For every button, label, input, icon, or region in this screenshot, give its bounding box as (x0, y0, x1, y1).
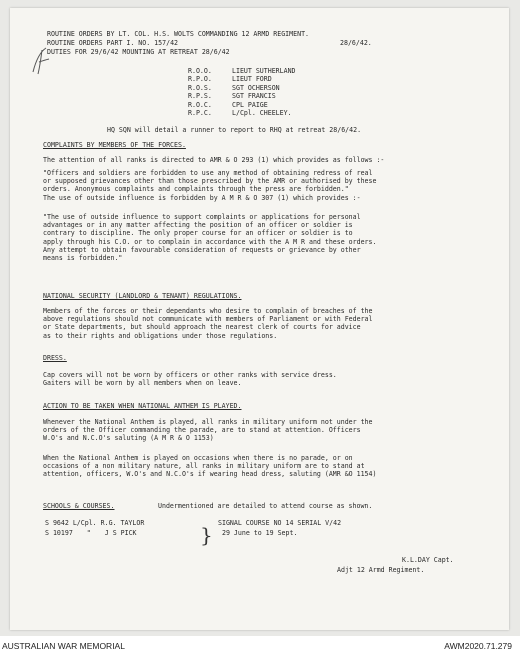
course-attendee (45, 519, 144, 527)
archive-name: AUSTRALIAN WAR MEMORIAL (2, 641, 125, 651)
text-line: Cap covers will not be worn by officers or other ranks with service dress. (43, 371, 337, 379)
duty-name: SGT OCHERSON (232, 83, 280, 92)
header-date: 28/6/42. (340, 39, 372, 47)
duty-code: R.O.C. (188, 100, 212, 109)
text-line: above regulations should not communicate with members of Parliament or with Federal (43, 315, 373, 324)
duty-row (188, 101, 296, 109)
text-line: apply through his C.O. or to complain in accordance with the A M R and these orders. (43, 237, 377, 246)
anthem-body-1 (43, 418, 483, 443)
complaints-intro: The attention of all ranks is directed to AMR & O 293 (1) which provides as follows :- (43, 156, 385, 164)
document-page (10, 8, 509, 630)
text-line: means is forbidden." (43, 254, 123, 263)
dress-body (43, 371, 483, 387)
runner-note: HQ SQN will detail a runner to report to RHQ at retreat 28/6/42. (107, 126, 362, 134)
text-line: attention, officers, W.O's and N.C.O's if wearing head dress, saluting (AMR &O 1154) (43, 470, 377, 479)
duty-code: R.O.O. (188, 67, 212, 75)
duty-row (188, 84, 296, 92)
heading-complaints: COMPLAINTS BY MEMBERS OF THE FORCES. (43, 141, 186, 149)
schools-intro: Undermentioned are detailed to attend course as shown. (158, 502, 373, 510)
text-line: contrary to discipline. The only proper course for an officer or soldier is to (43, 229, 353, 238)
course-name: SIGNAL COURSE NO 14 SERIAL V/42 (218, 519, 342, 527)
heading-schools: SCHOOLS & COURSES. (43, 502, 115, 510)
text-line: Gaiters will be worn by all members when on leave. (43, 379, 242, 388)
duty-code: R.P.C. (188, 108, 212, 117)
text-line: The use of outside influence is forbidden by A M R & O 307 (1) which provides :- (43, 193, 361, 202)
duty-name: LIEUT SUTHERLAND (232, 67, 296, 75)
text-line: "The use of outside influence to support complaints or applications for personal (43, 213, 361, 221)
archive-reference: AWM2020.71.279 (444, 641, 512, 651)
rank: L/Cpl. (72, 519, 97, 527)
text-line: orders of the Officer commanding the parade, are to stand at attention. Officers (43, 426, 361, 435)
duty-roster (188, 67, 296, 117)
course-dates: 29 June to 19 Sept. (222, 529, 298, 537)
duty-name: LIEUT FORD (232, 75, 272, 84)
security-body (43, 307, 483, 340)
archive-footer (0, 636, 520, 653)
duty-code: R.O.S. (188, 83, 212, 92)
duty-row (188, 75, 296, 83)
text-line: as to their rights and obligations under those regulations. (43, 331, 278, 340)
text-line: occasions of a non military nature, all ranks in military uniform are to stand at (43, 462, 365, 471)
text-line: orders. Anonymous complaints and complaints through the press are forbidden." (43, 185, 349, 194)
header-line-3: DUTIES FOR 29/6/42 MOUNTING AT RETREAT 28/6/42 (47, 48, 230, 56)
text-line: Any attempt to obtain favourable consideration of requests or grievance by other (43, 245, 361, 254)
complaints-quote-2 (43, 213, 483, 262)
text-line: or supposed grievances other than those prescribed by the AMR or authorised by these (43, 177, 377, 186)
duty-row (188, 67, 296, 75)
attendee-name: R.G. TAYLOR (100, 519, 145, 527)
duty-code: R.P.O. (188, 75, 212, 84)
heading-security: NATIONAL SECURITY (LANDLORD & TENANT) REGULATIONS. (43, 292, 242, 300)
signature-title: Adjt 12 Armd Regiment. (337, 566, 425, 574)
complaints-quote (43, 169, 483, 202)
text-line: Members of the forces or their dependants who desire to complain of breaches of the (43, 307, 373, 315)
text-line: or State departments, but should approach the nearest clerk of courts for advice (43, 323, 361, 332)
duty-name: L/Cpl. CHEELEY. (232, 108, 292, 117)
text-line: Whenever the National Anthem is played, all ranks in military uniform not under the (43, 418, 373, 426)
heading-dress: DRESS. (43, 354, 67, 362)
signature-name: K.L.DAY Capt. (402, 556, 454, 564)
duty-name: SGT FRANCIS (232, 92, 276, 101)
text-line: "Officers and soldiers are forbidden to use any method of obtaining redress of real (43, 169, 373, 177)
anthem-body-2 (43, 454, 483, 479)
attendee-name: J S PICK (104, 529, 137, 537)
service-number: S 10197 (45, 529, 73, 537)
text-line: W.O's and N.C.O's saluting (A M R & O 1153) (43, 434, 214, 443)
duty-code: R.P.S. (188, 92, 212, 101)
text-line: When the National Anthem is played on occasions when there is no parade, or on (43, 454, 353, 462)
header-line-1: ROUTINE ORDERS BY LT. COL. H.S. WOLTS COMMANDING 12 ARMD REGIMENT. (47, 30, 310, 38)
rank: " (86, 529, 91, 537)
duty-row (188, 109, 296, 117)
service-number: S 9642 (45, 519, 69, 527)
brace-glyph: } (200, 523, 213, 547)
heading-anthem: ACTION TO BE TAKEN WHEN NATIONAL ANTHEM IS PLAYED. (43, 402, 242, 410)
course-attendee (45, 529, 137, 537)
duty-row (188, 92, 296, 100)
text-line: advantages or in any matter affecting the position of an officer or soldier is (43, 221, 353, 230)
duty-name: CPL PAIGE (232, 100, 268, 109)
header-line-2: ROUTINE ORDERS PART I. NO. 157/42 (47, 39, 179, 47)
